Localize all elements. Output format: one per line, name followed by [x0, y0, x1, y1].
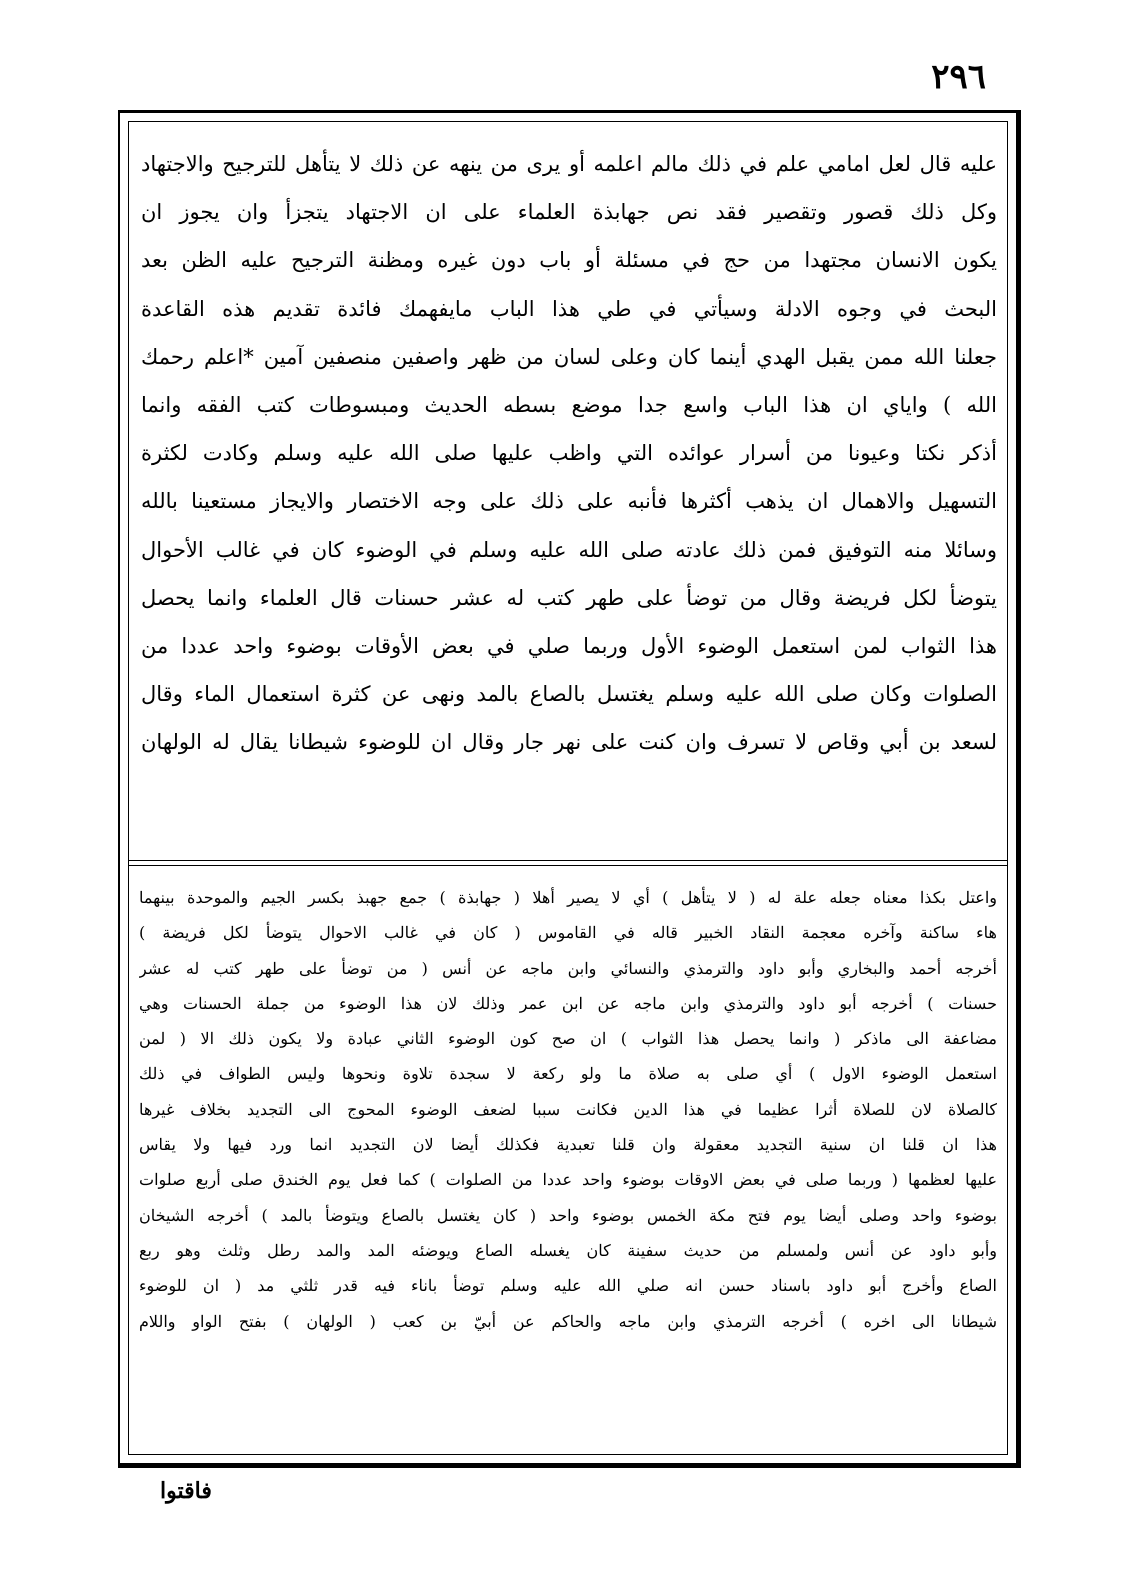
- catchword: فاقتوا: [160, 1478, 212, 1504]
- main-text-line: هذا الثواب لمن استعمل الوضوء الأول وربما صلي في بعض الأوقات بوضوء واحد عددا من: [141, 633, 997, 658]
- footnote-line: حسنات ) أخرجه أبو داود والترمذي وابن ماجه عن ابن عمر وذلك لان هذا الوضوء من جملة الحسنات وهي: [139, 993, 997, 1013]
- main-text-line: الله ) واياي ان هذا الباب واسع جدا موضع بسطه الحديث ومبسوطات كتب الفقه وانما: [141, 392, 997, 417]
- footnote-line: استعمل الوضوء الاول ) أي صلى به صلاة ما ولو ركعة لا سجدة تلاوة ونحوها وليس الطواف في ذلك: [139, 1064, 997, 1084]
- footnote-line: عليها لعظمها ( وربما صلى في بعض الاوقات بوضوء واحد عددا من الصلوات ) كما فعل يوم الخندق صلى أربع صلوات: [139, 1170, 997, 1190]
- main-text-line: لسعد بن أبي وقاص لا تسرف وان كنت على نهر جار وقال ان للوضوء شيطانا يقال له الولهان: [141, 730, 997, 755]
- main-text-line: جعلنا الله ممن يقبل الهدي أينما كان وعلى لسان من ظهر واصفين منصفين آمين *اعلم رحمك: [141, 344, 997, 369]
- main-text-line: عليه قال لعل امامي علم في ذلك مالم اعلمه أو يرى من ينهه عن ذلك لا يتأهل للترجيح والاجتهاد: [141, 152, 997, 176]
- inner-frame: [128, 121, 1008, 1455]
- page-frame: [118, 110, 1021, 1468]
- main-text-line: يكون الانسان مجتهدا من حج في مسئلة أو باب دون غيره ومظنة الترجيح عليه الظن بعد: [141, 248, 997, 273]
- footnote-line: شيطانا الى اخره ) أخرجه الترمذي وابن ماجه والحاكم عن أبيّ بن كعب ( الولهان ) بفتح الواو واللام: [139, 1311, 997, 1331]
- main-text-line: الصلوات وكان صلى الله عليه وسلم يغتسل بالصاع بالمد ونهى عن كثرة استعمال الماء وقال: [141, 682, 997, 707]
- main-text-line: البحث في وجوه الادلة وسيأتي في طي هذا الباب مايفهمك فائدة تقديم هذه القاعدة: [141, 296, 997, 321]
- footnote-line: كالصلاة لان للصلاة أثرا عظيما في هذا الدين فكانت سببا لضعف الوضوء المحوج الى التجديد بخلاف غيرها: [139, 1099, 997, 1119]
- footnote-line: أخرجه أحمد والبخاري وأبو داود والترمذي والنسائي وابن ماجه عن أنس ( من توضأ على طهر كتب له عشر: [139, 958, 997, 978]
- main-text-line: يتوضأ لكل فريضة وقال من توضأ على طهر كتب له عشر حسنات قال العلماء وانما يحصل: [141, 585, 997, 610]
- main-text-line: التسهيل والاهمال ان يذهب أكثرها فأنبه على ذلك على وجه الاختصار والايجاز مستعينا بالله: [141, 489, 997, 514]
- footnote-line: هذا ان قلنا ان سنية التجديد معقولة وان قلنا تعبدية فكذلك أيضا لان التجديد انما ورد فيها ولا يقاس: [139, 1135, 997, 1155]
- footnote-text: [139, 880, 997, 1339]
- footnote-line: الصاع وأخرج أبو داود باسناد حسن انه صلي الله عليه وسلم توضأ باناء فيه قدر ثلثي مد ( ان للوضوء: [139, 1276, 997, 1296]
- footnote-line: هاء ساكنة وآخره معجمة النقاد الخبير قاله في القاموس ( كان في غالب الاحوال يتوضأ لكل فريضة ): [139, 923, 997, 943]
- main-text-line: وسائلا منه التوفيق فمن ذلك عادته صلى الله عليه وسلم في الوضوء كان في غالب الأحوال: [141, 537, 997, 562]
- main-text-line: وكل ذلك قصور وتقصير فقد نص جهابذة العلماء على ان الاجتهاد يتجزأ وان يجوز ان: [141, 200, 997, 225]
- footnote-divider: [129, 860, 1007, 866]
- main-text-line: أذكر نكتا وعيونا من أسرار عوائده التي واظب عليها صلى الله عليه وسلم وكادت لكثرة: [141, 441, 997, 466]
- page-number: ٢٩٦: [931, 57, 986, 97]
- footnote-line: وأبو داود عن أنس ولمسلم من حديث سفينة كان يغسله الصاع ويوضئه المد والمد رطل وثلث وهو ربع: [139, 1240, 997, 1260]
- main-text: [141, 140, 997, 766]
- footnote-line: مضاعفة الى ماذكر ( وانما يحصل هذا الثواب ) ان صح كون الوضوء الثاني عبادة ولا يكون ذلك الا ( لمن: [139, 1029, 997, 1049]
- footnote-line: واعتل بكذا معناه جعله علة له ( لا يتأهل ) أي لا يصير أهلا ( جهابذة ) جمع جهبذ بكسر الجيم والموحدة بينهما: [139, 888, 997, 907]
- footnote-line: بوضوء واحد وصلى أيضا يوم فتح مكة الخمس بوضوء واحد ( كان يغتسل بالصاع ويتوضأ بالمد ) أخرجه الشيخان: [139, 1205, 997, 1225]
